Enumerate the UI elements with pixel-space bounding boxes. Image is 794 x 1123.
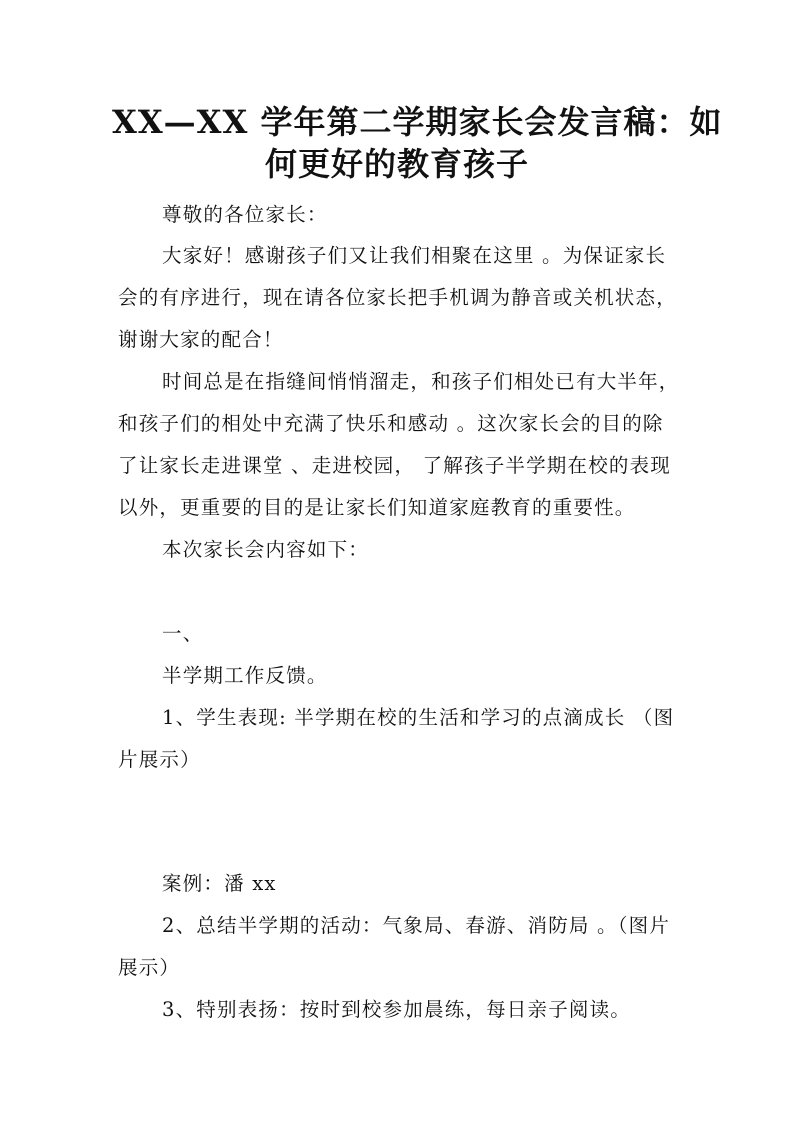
item-2-line-2: 展示） — [118, 956, 181, 979]
section-number: 一、 — [162, 622, 204, 645]
item-2-line-1: 2、总结半学期的活动：气象局、春游、消防局 。（图片 — [162, 914, 671, 937]
paragraph-2-line-4: 以外，更重要的目的是让家长们知道家庭教育的重要性。 — [118, 496, 636, 519]
salutation: 尊敬的各位家长： — [162, 203, 328, 226]
paragraph-1-line-2: 会的有序进行，现在请各位家长把手机调为静音或关机状态， — [118, 286, 677, 309]
paragraph-1-line-3: 谢谢大家的配合！ — [118, 328, 284, 351]
item-1-line-2: 片展示） — [118, 748, 201, 771]
item-3-line-1: 3、特别表扬：按时到校参加晨练，每日亲子阅读。 — [162, 998, 632, 1021]
paragraph-2-line-1: 时间总是在指缝间悄悄溜走，和孩子们相处已有大半年， — [162, 370, 680, 393]
case-example: 案例：潘 xx — [162, 872, 277, 895]
agenda-intro: 本次家长会内容如下： — [162, 538, 370, 561]
section-heading: 半学期工作反馈。 — [162, 664, 328, 687]
document-title-line-2: 何更好的教育孩子 — [264, 145, 529, 183]
paragraph-2-line-3: 了让家长走进课堂 、走进校园， 了解孩子半学期在校的表现 — [118, 454, 671, 477]
item-1-line-1: 1、学生表现: 半学期在校的生活和学习的点滴成长 （图 — [162, 706, 675, 729]
paragraph-1-line-1: 大家好！感谢孩子们又让我们相聚在这里 。为保证家长 — [162, 244, 667, 267]
paragraph-2-line-2: 和孩子们的相处中充满了快乐和感动 。这次家长会的目的除 — [118, 412, 664, 435]
document-title-line-1: XX—XX 学年第二学期家长会发言稿：如 — [112, 103, 723, 141]
